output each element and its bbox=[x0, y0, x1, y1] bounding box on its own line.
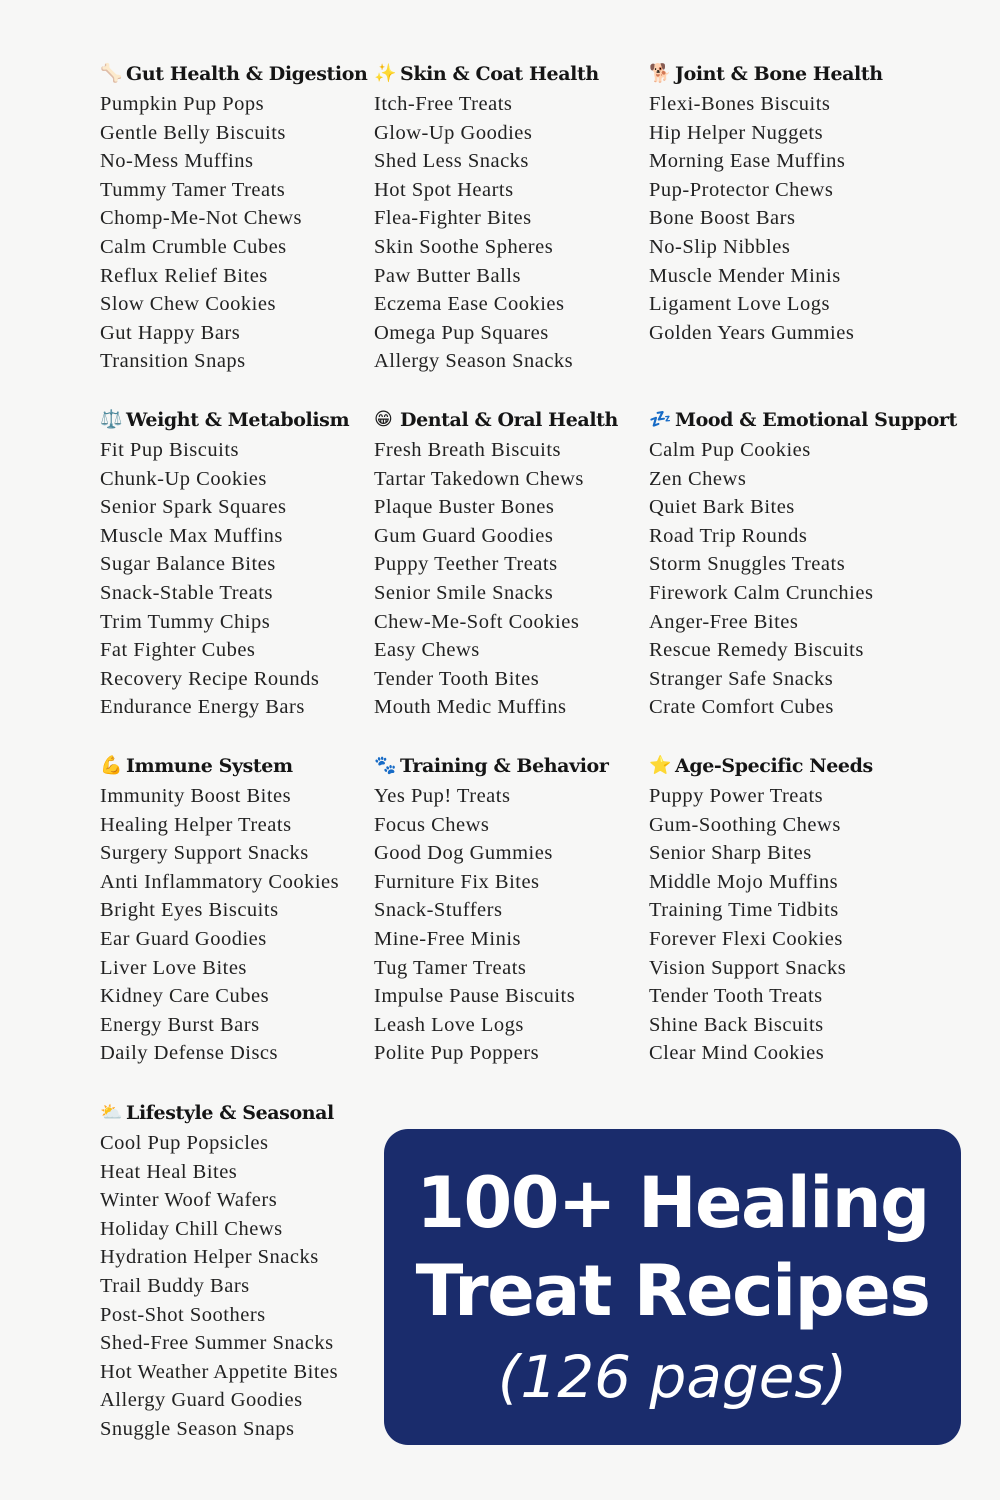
recipe-item: Tummy Tamer Treats bbox=[100, 178, 286, 201]
recipe-item: Puppy Teether Treats bbox=[374, 553, 558, 576]
recipe-item: Morning Ease Muffins bbox=[649, 150, 846, 173]
recipe-item: Senior Smile Snacks bbox=[374, 581, 554, 604]
recipe-item: Anger-Free Bites bbox=[649, 610, 799, 633]
recipe-item: Post-Shot Soothers bbox=[100, 1303, 266, 1326]
recipe-item: Trail Buddy Bars bbox=[100, 1274, 250, 1297]
recipe-item: Healing Helper Treats bbox=[100, 813, 292, 836]
section-heading: Joint & Bone Health bbox=[675, 63, 883, 85]
recipe-item: Rescue Remedy Biscuits bbox=[649, 639, 864, 662]
banner-headline-line1: 100+ Healing bbox=[416, 1162, 929, 1244]
recipe-item: Snack-Stuffers bbox=[374, 899, 503, 922]
recipe-item: Holiday Chill Chews bbox=[100, 1217, 283, 1240]
section-joint-bone bbox=[649, 60, 939, 347]
recipe-item: Heat Heal Bites bbox=[100, 1160, 238, 1183]
section-gut-health bbox=[100, 60, 390, 376]
recipe-item: Tender Tooth Bites bbox=[374, 667, 540, 690]
recipe-item: Firework Calm Crunchies bbox=[649, 581, 874, 604]
section-title bbox=[100, 1099, 390, 1127]
recipe-item: Fit Pup Biscuits bbox=[100, 439, 240, 461]
recipe-item: Flexi-Bones Biscuits bbox=[649, 93, 831, 115]
recipe-item: Tender Tooth Treats bbox=[649, 985, 823, 1008]
recipe-item: Snuggle Season Snaps bbox=[100, 1417, 295, 1440]
section-heading: Mood & Emotional Support bbox=[675, 409, 957, 431]
recipe-item: Gum-Soothing Chews bbox=[649, 813, 841, 836]
recipe-item: No-Mess Muffins bbox=[100, 150, 254, 173]
section-heading: Training & Behavior bbox=[400, 755, 609, 777]
recipe-item: Tartar Takedown Chews bbox=[374, 467, 584, 490]
recipe-item: Polite Pup Poppers bbox=[374, 1042, 540, 1065]
recipe-list bbox=[100, 1129, 390, 1444]
recipe-item: Mouth Medic Muffins bbox=[374, 696, 567, 719]
recipe-item: Forever Flexi Cookies bbox=[649, 927, 843, 950]
recipe-item: Eczema Ease Cookies bbox=[374, 293, 565, 316]
recipe-item: Storm Snuggles Treats bbox=[649, 553, 846, 576]
section-title bbox=[374, 60, 664, 88]
recipe-item: Immunity Boost Bites bbox=[100, 785, 292, 807]
recipe-item: Muscle Mender Minis bbox=[649, 264, 841, 287]
recipe-item: Reflux Relief Bites bbox=[100, 264, 268, 287]
recipe-list bbox=[100, 90, 390, 376]
section-weight-metabolism bbox=[100, 406, 390, 722]
section-skin-coat bbox=[374, 60, 664, 376]
recipe-item: Chunk-Up Cookies bbox=[100, 467, 267, 490]
recipe-item: Chomp-Me-Not Chews bbox=[100, 207, 303, 230]
section-heading: Skin & Coat Health bbox=[400, 63, 599, 85]
section-immune-system bbox=[100, 752, 390, 1068]
recipe-item: Plaque Buster Bones bbox=[374, 496, 555, 519]
recipe-item: Chew-Me-Soft Cookies bbox=[374, 610, 580, 633]
recipe-item: Training Time Tidbits bbox=[649, 899, 839, 922]
section-dental-oral bbox=[374, 406, 664, 722]
recipe-item: Middle Mojo Muffins bbox=[649, 870, 839, 893]
recipe-item: Stranger Safe Snacks bbox=[649, 667, 834, 690]
recipe-item: Fat Fighter Cubes bbox=[100, 639, 256, 662]
sun-behind-cloud-icon: ⛅ bbox=[100, 1102, 123, 1123]
recipe-item: Cool Pup Popsicles bbox=[100, 1132, 269, 1154]
recipe-item: Focus Chews bbox=[374, 813, 490, 836]
recipe-item: Hip Helper Nuggets bbox=[649, 121, 824, 144]
recipe-item: Quiet Bark Bites bbox=[649, 496, 795, 519]
recipe-item: Shine Back Biscuits bbox=[649, 1013, 824, 1036]
recipe-item: Liver Love Bites bbox=[100, 956, 247, 979]
recipe-item: Sugar Balance Bites bbox=[100, 553, 276, 576]
section-title bbox=[100, 406, 390, 434]
recipe-item: Surgery Support Snacks bbox=[100, 842, 309, 865]
balance-scale-icon: ⚖️ bbox=[100, 409, 123, 430]
section-heading: Lifestyle & Seasonal bbox=[126, 1102, 334, 1124]
recipe-item: Good Dog Gummies bbox=[374, 842, 553, 865]
recipe-item: Ligament Love Logs bbox=[649, 293, 830, 316]
section-heading: Gut Health & Digestion bbox=[126, 63, 368, 85]
recipe-item: Anti Inflammatory Cookies bbox=[100, 870, 340, 893]
recipe-item: Muscle Max Muffins bbox=[100, 524, 283, 547]
recipe-list bbox=[649, 90, 939, 347]
recipe-list bbox=[374, 782, 664, 1068]
section-heading: Age-Specific Needs bbox=[675, 755, 873, 777]
section-heading: Weight & Metabolism bbox=[126, 409, 350, 431]
recipe-item: Itch-Free Treats bbox=[374, 93, 513, 115]
recipe-item: Ear Guard Goodies bbox=[100, 927, 267, 950]
recipe-item: Mine-Free Minis bbox=[374, 927, 521, 950]
section-age-specific bbox=[649, 752, 939, 1068]
recipe-item: Shed-Free Summer Snacks bbox=[100, 1332, 334, 1355]
section-title bbox=[374, 752, 664, 780]
recipe-item: Gentle Belly Biscuits bbox=[100, 121, 286, 144]
section-heading: Immune System bbox=[126, 755, 293, 777]
flexed-bicep-icon: 💪 bbox=[100, 755, 123, 776]
recipe-item: Skin Soothe Spheres bbox=[374, 235, 554, 258]
section-title bbox=[374, 406, 664, 434]
section-title bbox=[100, 60, 390, 88]
bone-icon: 🦴 bbox=[100, 63, 123, 84]
promo-banner bbox=[384, 1129, 961, 1445]
recipe-item: Senior Spark Squares bbox=[100, 496, 287, 519]
recipe-item: Leash Love Logs bbox=[374, 1013, 524, 1036]
recipe-item: Gut Happy Bars bbox=[100, 321, 241, 344]
sleep-zzz-icon: 💤 bbox=[649, 409, 672, 430]
recipe-item: Allergy Season Snacks bbox=[374, 350, 574, 373]
recipe-item: Transition Snaps bbox=[100, 350, 246, 373]
recipe-item: Paw Butter Balls bbox=[374, 264, 521, 287]
recipe-item: Clear Mind Cookies bbox=[649, 1042, 825, 1065]
recipe-item: Impulse Pause Biscuits bbox=[374, 985, 576, 1008]
recipe-item: Hot Spot Hearts bbox=[374, 178, 514, 201]
recipe-item: Zen Chews bbox=[649, 467, 747, 490]
paw-prints-icon: 🐾 bbox=[374, 755, 397, 776]
recipe-list bbox=[649, 436, 989, 722]
section-training-behavior bbox=[374, 752, 664, 1068]
banner-headline-line2: Treat Recipes bbox=[415, 1250, 930, 1332]
dog-icon: 🐕 bbox=[649, 63, 672, 84]
section-title bbox=[100, 752, 390, 780]
section-lifestyle-seasonal bbox=[100, 1099, 390, 1444]
recipe-item: Senior Sharp Bites bbox=[649, 842, 812, 865]
section-mood-emotional bbox=[649, 406, 989, 722]
sparkles-icon: ✨ bbox=[374, 63, 397, 84]
recipe-item: Energy Burst Bars bbox=[100, 1013, 260, 1036]
recipe-list bbox=[374, 90, 664, 376]
recipe-item: Bright Eyes Biscuits bbox=[100, 899, 279, 922]
recipe-item: Bone Boost Bars bbox=[649, 207, 796, 230]
section-title bbox=[649, 406, 989, 434]
recipe-item: Furniture Fix Bites bbox=[374, 870, 540, 893]
recipe-item: Yes Pup! Treats bbox=[374, 785, 511, 807]
recipe-list bbox=[374, 436, 664, 722]
recipe-item: Crate Comfort Cubes bbox=[649, 696, 834, 719]
recipe-item: Slow Chew Cookies bbox=[100, 293, 276, 316]
recipe-item: Road Trip Rounds bbox=[649, 524, 808, 547]
recipe-item: Recovery Recipe Rounds bbox=[100, 667, 320, 690]
recipe-list bbox=[649, 782, 939, 1068]
section-heading: Dental & Oral Health bbox=[400, 409, 618, 431]
recipe-item: Flea-Fighter Bites bbox=[374, 207, 532, 230]
recipe-item: Pumpkin Pup Pops bbox=[100, 93, 265, 115]
star-icon: ⭐ bbox=[649, 755, 672, 776]
recipe-item: Allergy Guard Goodies bbox=[100, 1389, 303, 1412]
recipe-item: No-Slip Nibbles bbox=[649, 235, 791, 258]
recipe-item: Omega Pup Squares bbox=[374, 321, 549, 344]
recipe-item: Snack-Stable Treats bbox=[100, 581, 273, 604]
recipe-item: Golden Years Gummies bbox=[649, 321, 855, 344]
recipe-item: Shed Less Snacks bbox=[374, 150, 529, 173]
recipe-list bbox=[100, 782, 390, 1068]
section-title bbox=[649, 60, 939, 88]
recipe-item: Hot Weather Appetite Bites bbox=[100, 1360, 339, 1383]
recipe-item: Fresh Breath Biscuits bbox=[374, 439, 562, 461]
recipe-item: Trim Tummy Chips bbox=[100, 610, 271, 633]
recipe-item: Gum Guard Goodies bbox=[374, 524, 554, 547]
recipe-item: Winter Woof Wafers bbox=[100, 1189, 278, 1212]
grinning-face-icon: 😁 bbox=[374, 409, 393, 430]
recipe-item: Endurance Energy Bars bbox=[100, 696, 305, 719]
recipe-list bbox=[100, 436, 390, 722]
recipe-item: Calm Pup Cookies bbox=[649, 439, 811, 461]
recipe-item: Calm Crumble Cubes bbox=[100, 235, 287, 258]
recipe-item: Kidney Care Cubes bbox=[100, 985, 270, 1008]
section-title bbox=[649, 752, 939, 780]
recipe-item: Daily Defense Discs bbox=[100, 1042, 279, 1065]
banner-page-count: (126 pages) bbox=[497, 1343, 848, 1411]
recipe-item: Hydration Helper Snacks bbox=[100, 1246, 319, 1269]
recipe-item: Pup-Protector Chews bbox=[649, 178, 834, 201]
recipe-item: Tug Tamer Treats bbox=[374, 956, 527, 979]
recipe-item: Easy Chews bbox=[374, 639, 480, 662]
recipe-item: Glow-Up Goodies bbox=[374, 121, 533, 144]
recipe-item: Vision Support Snacks bbox=[649, 956, 847, 979]
recipe-item: Puppy Power Treats bbox=[649, 785, 824, 807]
